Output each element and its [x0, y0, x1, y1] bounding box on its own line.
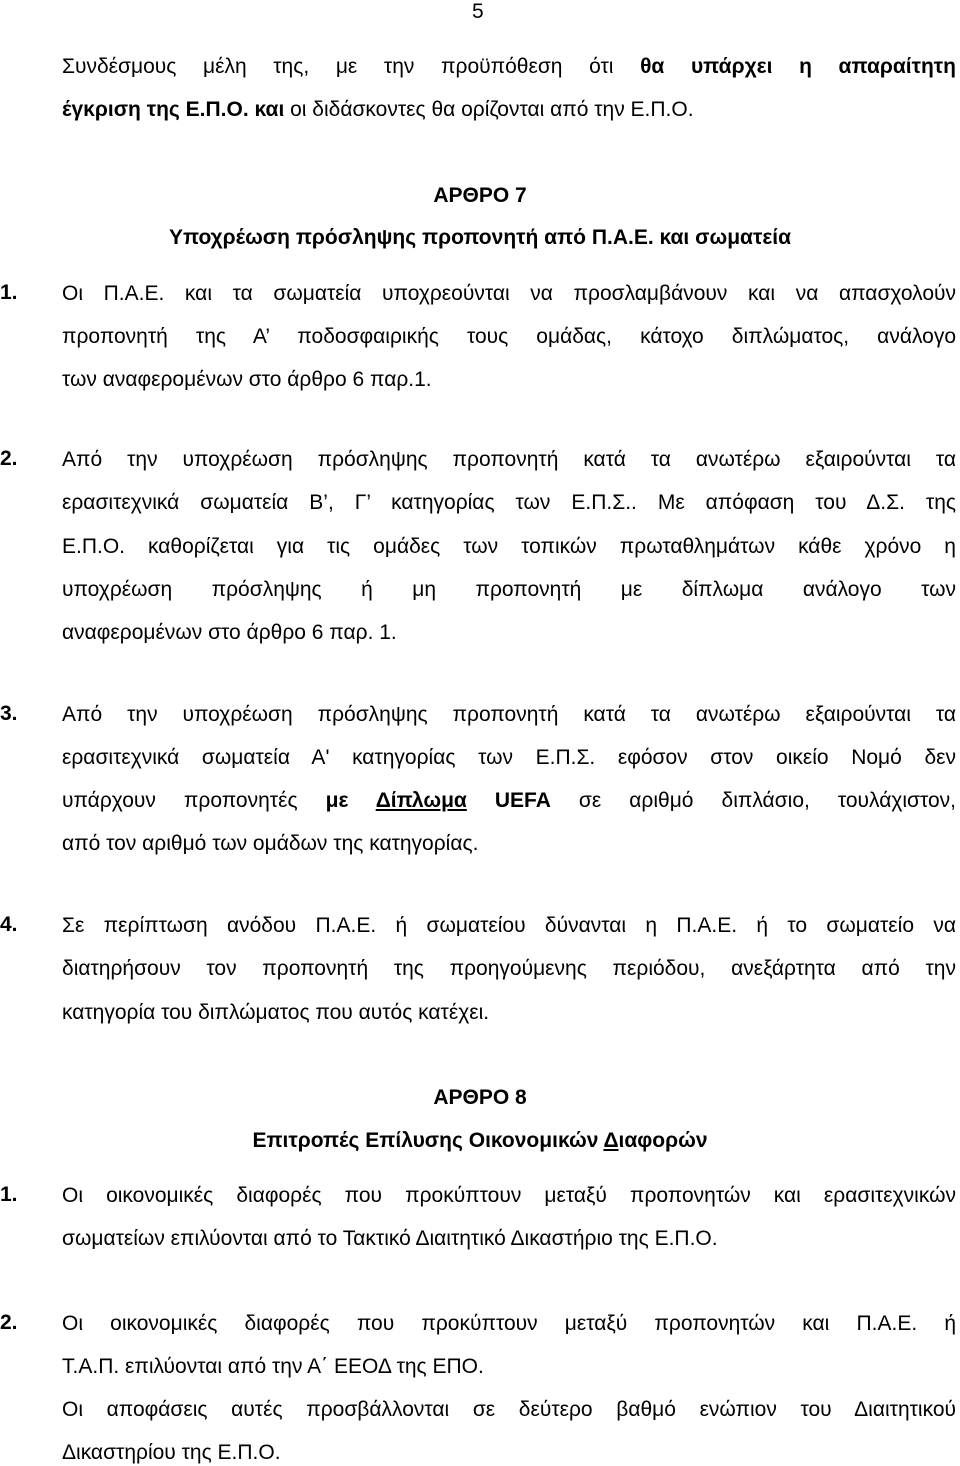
article-8-paragraph-2-number: 2.: [0, 1311, 18, 1334]
intro-bold-text: θα υπάρχει η απαραίτητη: [640, 55, 956, 78]
article-7-paragraph-4-line: κατηγορία του διπλώματος που αυτός κατέχει.: [62, 1001, 490, 1024]
article-7-paragraph-2-line: Από την υποχρέωση πρόσληψης προπονητή κατά τα ανωτέρω εξαιρούνται τα: [62, 448, 956, 471]
article-7-paragraph-1-line: Οι Π.Α.Ε. και τα σωματεία υποχρεούνται να προσλαμβάνουν και να απασχολούν: [62, 282, 956, 305]
underlined-title-text: Δ: [603, 1129, 619, 1152]
article-8-paragraph-2-line: Οι οικονομικές διαφορές που προκύπτουν μεταξύ προπονητών και Π.Α.Ε. ή: [62, 1312, 956, 1335]
article-7-paragraph-3-line: Από την υποχρέωση πρόσληψης προπονητή κατά τα ανωτέρω εξαιρούνται τα: [62, 703, 956, 726]
title-text: Επιτροπές Επίλυσης Οικονομικών: [252, 1129, 604, 1152]
article-8-paragraph-2-line: Τ.Α.Π. επιλύονται από την Α΄ ΕΕΟΔ της ΕΠΟ.: [62, 1355, 484, 1378]
article-7-paragraph-1-line: προπονητή της Α’ ποδοσφαιρικής τους ομάδας, κάτοχο διπλώματος, ανάλογο: [62, 325, 956, 348]
paragraph-text: υπάρχουν προπονητές: [62, 789, 326, 812]
article-7-paragraph-4-number: 4.: [0, 913, 18, 936]
article-7-paragraph-2-line: υποχρέωση πρόσληψης ή μη προπονητή με δίπλωμα ανάλογο των: [62, 578, 956, 601]
article-7-paragraph-3-line: [62, 788, 956, 814]
bold-text: με: [325, 789, 376, 812]
intro-text: Συνδέσμους μέλη της, με την προϋπόθεση ότι: [62, 55, 641, 78]
article-8-heading: ΑΡΘΡΟ 8: [433, 1086, 527, 1109]
intro-line-1: [62, 54, 956, 80]
article-8-paragraph-2-line: Οι αποφάσεις αυτές προσβάλλονται σε δεύτερο βαθμό ενώπιον του Διαιτητικού: [62, 1398, 956, 1421]
article-7-paragraph-4-line: διατηρήσουν τον προπονητή της προηγούμενης περιόδου, ανεξάρτητα από την: [62, 957, 956, 980]
article-7-heading: ΑΡΘΡΟ 7: [433, 184, 527, 207]
article-7-paragraph-2-line: ερασιτεχνικά σωματεία Β’, Γ’ κατηγορίας των Ε.Π.Σ.. Με απόφαση του Δ.Σ. της: [62, 491, 956, 514]
bold-text: UEFA: [466, 789, 551, 812]
article-7-paragraph-1-number: 1.: [0, 281, 18, 304]
article-7-paragraph-3-line: από τον αριθμό των ομάδων της κατηγορίας.: [62, 832, 479, 855]
article-8-paragraph-1-line: σωματείων επιλύονται από το Τακτικό Διαιτητικό Δικαστήριο της Ε.Π.Ο.: [62, 1227, 718, 1250]
intro-line-2: [62, 97, 956, 123]
paragraph-text: σε αριθμό διπλάσιο, τουλάχιστον,: [550, 789, 957, 812]
article-8-paragraph-1-line: Οι οικονομικές διαφορές που προκύπτουν μεταξύ προπονητών και ερασιτεχνικών: [62, 1184, 956, 1207]
article-7-paragraph-1-line: των αναφερομένων στο άρθρο 6 παρ.1.: [62, 368, 432, 391]
article-7-paragraph-2-number: 2.: [0, 447, 18, 470]
underlined-bold-text: Δίπλωμα: [375, 789, 467, 812]
article-8-title: [0, 1128, 960, 1154]
intro-bold-text: έγκριση της Ε.Π.Ο. και: [62, 98, 291, 121]
article-7-paragraph-2-line: Ε.Π.Ο. καθορίζεται για τις ομάδες των τοπικών πρωταθλημάτων κάθε χρόνο η: [62, 535, 956, 558]
article-8-paragraph-2-line: Δικαστηρίου της Ε.Π.Ο.: [62, 1441, 281, 1464]
article-7-paragraph-2-line: αναφερομένων στο άρθρο 6 παρ. 1.: [62, 621, 397, 644]
article-7-paragraph-4-line: Σε περίπτωση ανόδου Π.Α.Ε. ή σωματείου δύνανται η Π.Α.Ε. ή το σωματείο να: [62, 914, 956, 937]
article-7-title: Υποχρέωση πρόσληψης προπονητή από Π.Α.Ε. και σωματεία: [168, 226, 792, 249]
title-text: ιαφορών: [618, 1129, 708, 1152]
article-8-paragraph-1-number: 1.: [0, 1183, 18, 1206]
article-7-paragraph-3-line: ερασιτεχνικά σωματεία Α' κατηγορίας των Ε.Π.Σ. εφόσον στον οικείο Νομό δεν: [62, 746, 956, 769]
page-number: 5: [472, 0, 484, 23]
article-7-paragraph-3-number: 3.: [0, 702, 18, 725]
intro-text: οι διδάσκοντες θα ορίζονται από την Ε.Π.Ο.: [290, 98, 694, 121]
